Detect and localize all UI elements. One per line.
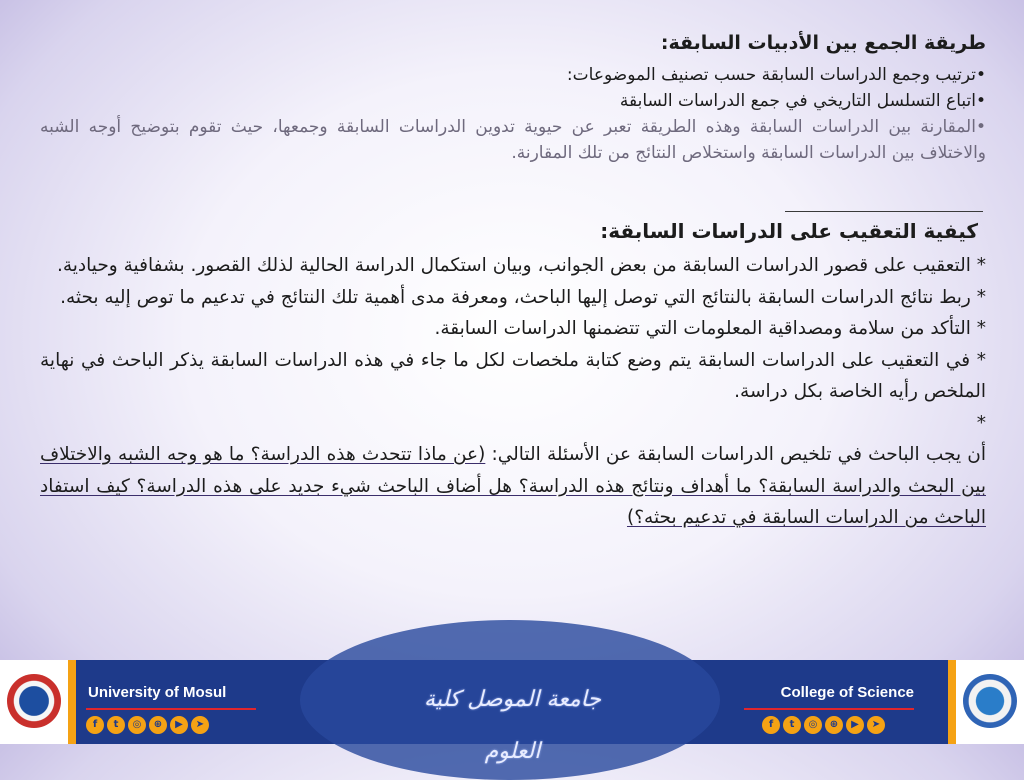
section2-point-4: * في التعقيب على الدراسات السابقة يتم وضع كتابة ملخصات لكل ما جاء في هذه الدراسات السابقة يذكر الباحث في نهاية الملخص رأيه الخاصة بكل دراسة. [40,349,986,402]
questions-list: (عن ماذا تتحدث هذه الدراسة؟ ما هو وجه الشبه والاختلاف بين البحث والدراسة السابقة؟ ما أهداف ونتائج هذه الدراسة؟ هل أضاف الباحث شيء جديد على هذه الدراسة؟ كيف استفاد الباحث من الدراسات السابقة في تدعيم بحثه؟) [40,444,986,528]
footer-accent-bar-left [68,660,76,744]
section2-point-3: * التأكد من سلامة ومصداقية المعلومات التي تتضمنها الدراسات السابقة. [434,318,986,339]
facebook-icon[interactable]: f [762,716,780,734]
youtube-icon[interactable]: ▶ [170,716,188,734]
telegram-icon[interactable]: ➤ [191,716,209,734]
instagram-icon[interactable]: ◎ [804,716,822,734]
college-logo [963,674,1017,728]
section1-item-2: •اتباع التسلسل التاريخي في جمع الدراسات السابقة [619,91,986,111]
social-links-left [86,716,209,734]
section2-point-5: * [976,412,986,434]
section1-heading: طريقة الجمع بين الأدبيات السابقة: [660,32,986,54]
section2-body [40,250,986,534]
section2-heading: كيفية التعقيب على الدراسات السابقة: [600,219,978,243]
section2-point-2: * ربط نتائج الدراسات السابقة بالنتائج التي توصل إليها الباحث، ومعرفة مدى أهمية تلك النتائج في تدعيم ما توص إليه بحثه. [60,286,986,308]
university-name: University of Mosul [88,684,227,701]
section2-point-1: * التعقيب على قصور الدراسات السابقة من بعض الجوانب، وبيان استكمال الدراسة الحالية لذلك القصور. بشفافية وحيادية. [56,255,986,276]
footer-accent-bar-right [948,660,956,744]
footer-rule-left [86,708,256,710]
social-links-right [762,716,885,734]
questions-intro: أن يجب الباحث في تلخيص الدراسات السابقة عن الأسئلة التالي: [485,444,986,465]
telegram-icon[interactable]: ➤ [867,716,885,734]
footer-band [0,660,1024,764]
footer-rule-right [744,708,914,710]
heading-separator [785,211,983,212]
university-logo [7,674,61,728]
web-icon[interactable]: ⊕ [149,716,167,734]
facebook-icon[interactable]: f [86,716,104,734]
questions-paragraph [40,439,986,534]
twitter-icon[interactable]: t [783,716,801,734]
college-name: College of Science [780,684,914,701]
youtube-icon[interactable]: ▶ [846,716,864,734]
slide-content [40,28,986,528]
web-icon[interactable]: ⊕ [825,716,843,734]
instagram-icon[interactable]: ◎ [128,716,146,734]
section1-item-3: •المقارنة بين الدراسات السابقة وهذه الطريقة تعبر عن حيوية تدوين الدراسات السابقة وجمعها، حيث تقوم بتوضيح أوجه الشبه والاختلاف بين الدراسات السابقة واستخلاص النتائج من تلك المقارنة. [40,117,986,163]
section1-item-1: •ترتيب وجمع الدراسات السابقة حسب تصنيف الموضوعات: [566,65,986,85]
college-calligraphy: جامعة الموصل كلية العلوم [424,687,601,764]
twitter-icon[interactable]: t [107,716,125,734]
